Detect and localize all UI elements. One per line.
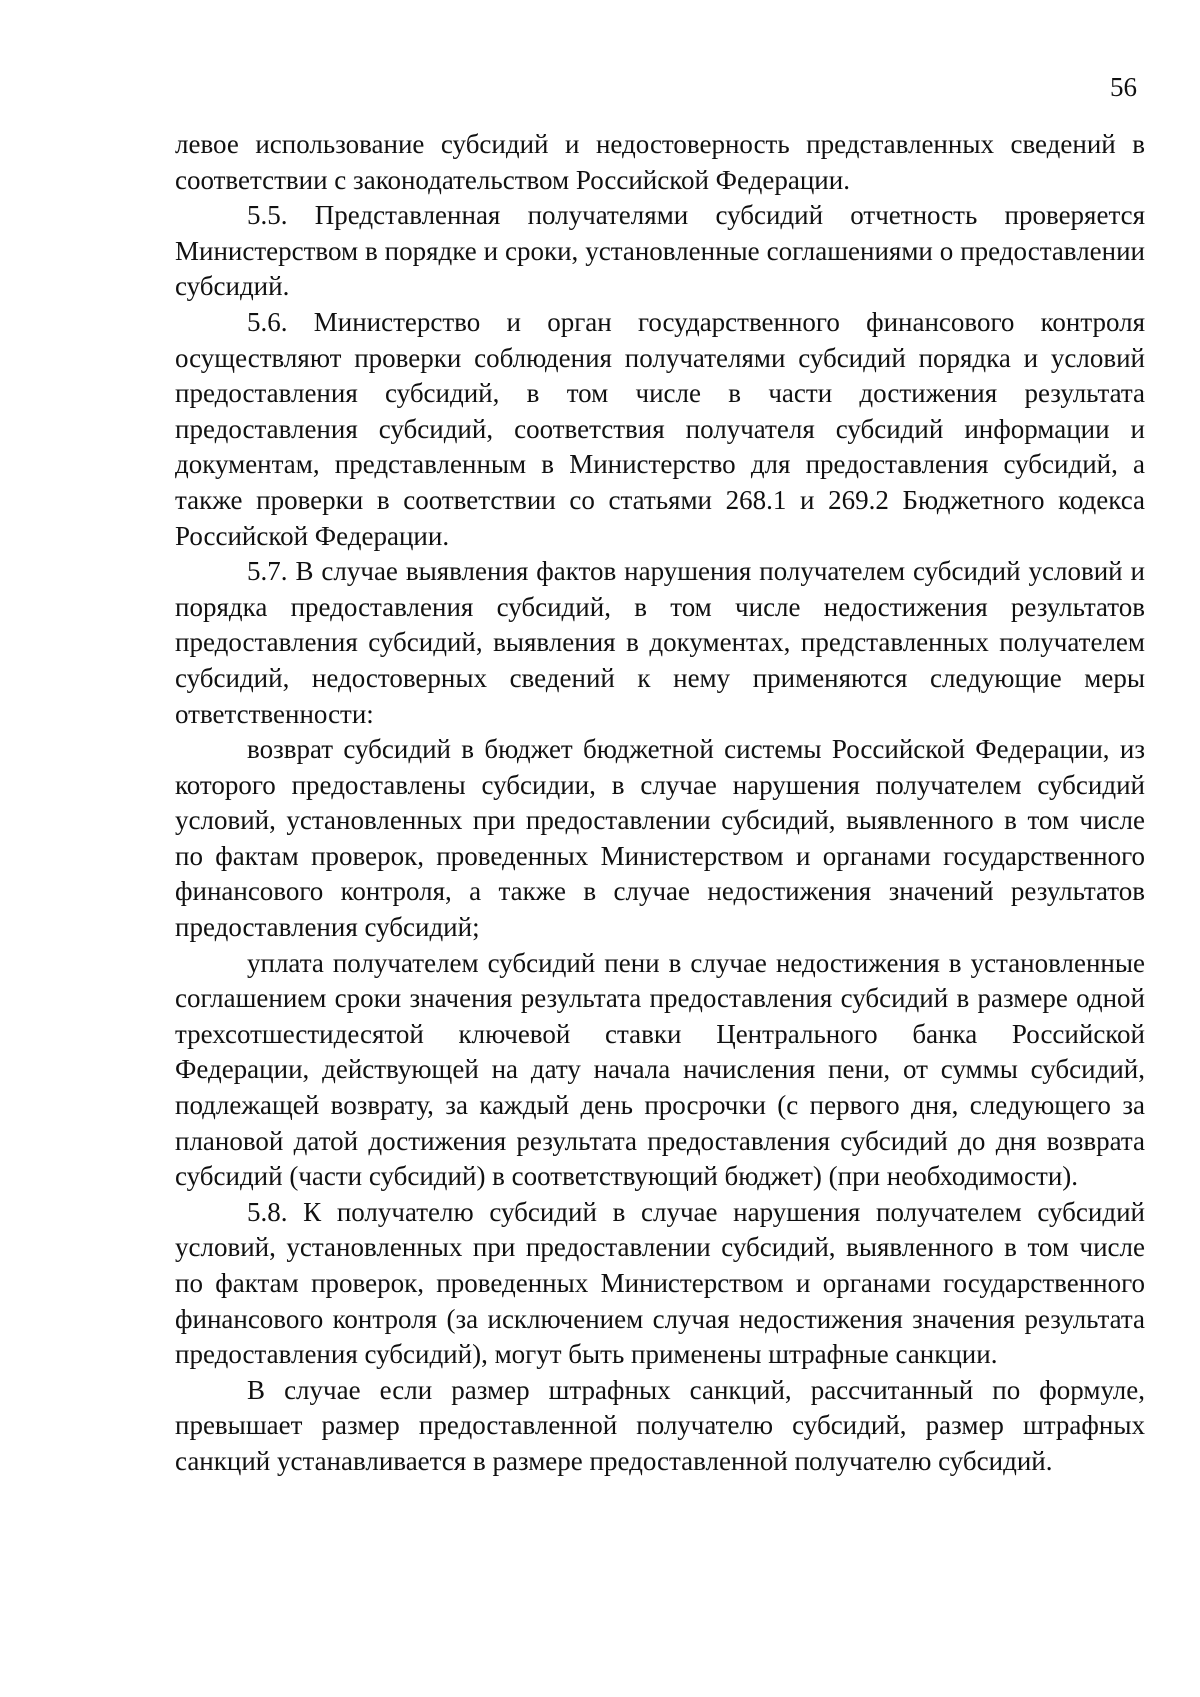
paragraph-subsidy-return: возврат субсидий в бюджет бюджетной системы Российской Федерации, из которого предоставлены субсидии, в случае нарушения получателем субсидий условий, установленных при предоставлении субсидий, выявленного в том числе по фактам проверок, проведенных Министерством и органами государственного финансового контроля, а также в случае недостижения значений результатов предоставления субсидий; bbox=[175, 734, 1145, 943]
paragraph-continuation: левое использование субсидий и недостоверность представленных сведений в соответствии с законодательством Российской Федерации. bbox=[175, 129, 1145, 195]
paragraph-5-5: 5.5. Представленная получателями субсидий отчетность проверяется Министерством в порядке и сроки, установленные соглашениями о предоставлении субсидий. bbox=[175, 200, 1145, 302]
paragraph-5-6: 5.6. Министерство и орган государственного финансового контроля осуществляют проверки соблюдения получателями субсидий порядка и условий предоставления субсидий, в том числе в части достижения результата предоставления субсидий, соответствия получателя субсидий информации и документам, представленным в Министерство для предоставления субсидий, а также проверки в соответствии со статьями 268.1 и 269.2 Бюджетного кодекса Российской Федерации. bbox=[175, 306, 1145, 551]
paragraph-penalty-payment: уплата получателем субсидий пени в случае недостижения в установленные соглашением сроки значения результата предоставления субсидий в размере одной трехсотшестидесятой ключевой ставки Центрального банка Российской Федерации, действующей на дату начала начисления пени, от суммы субсидий, подлежащей возврату, за каждый день просрочки (с первого дня, следующего за плановой датой достижения результата предоставления субсидий до дня возврата субсидий (части субсидий) в соответствующий бюджет) (при необходимости). bbox=[175, 947, 1145, 1192]
page-number: 56 bbox=[1110, 72, 1137, 102]
paragraph-5-7: 5.7. В случае выявления фактов нарушения получателем субсидий условий и порядка предоставления субсидий, в том числе недостижения результатов предоставления субсидий, выявления в документах, представленных получателем субсидий, недостоверных сведений к нему применяются следующие меры ответственности: bbox=[175, 556, 1145, 729]
paragraph-5-8: 5.8. К получателю субсидий в случае нарушения получателем субсидий условий, установленных при предоставлении субсидий, выявленного в том числе по фактам проверок, проведенных Министерством и органами государственного финансового контроля (за исключением случая недостижения значения результата предоставления субсидий), могут быть применены штрафные санкции. bbox=[175, 1196, 1145, 1370]
paragraph-fine-limit: В случае если размер штрафных санкций, рассчитанный по формуле, превышает размер предоставленной получателю субсидий, размер штрафных санкций устанавливается в размере предоставленной получателю субсидий. bbox=[175, 1374, 1145, 1476]
document-body bbox=[175, 127, 1145, 1480]
